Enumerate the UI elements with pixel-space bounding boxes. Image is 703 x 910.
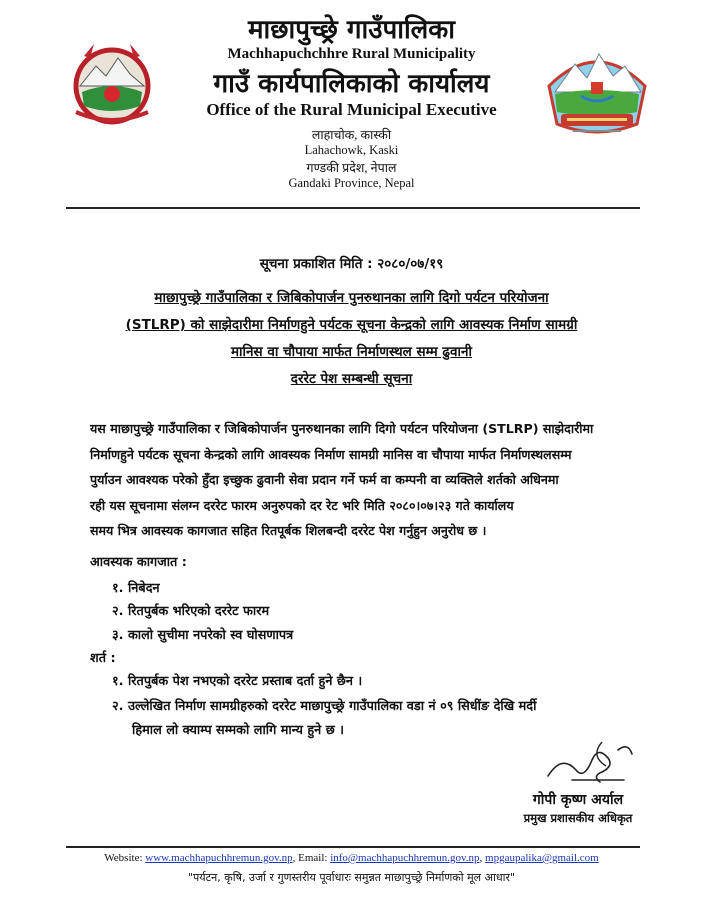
notice-date: सूचना प्रकाशित मिति : २०८०/०७/१९ (259, 256, 444, 272)
body-line: रही यस सूचनामा संलग्न दररेट फारम अनुरुपको दर रेट भरि मिति २०८०।०७।२३ गते कार्यालय (90, 497, 514, 513)
address-line: Gandaki Province, Nepal (288, 176, 415, 190)
condition-item-continuation: हिमाल लो क्याम्प सम्मको लागि मान्य हुने छ । (132, 723, 344, 738)
email-link[interactable]: info@machhapuchhremun.gov.np (330, 852, 480, 864)
website-label: Website: (104, 852, 143, 864)
signatory-title: प्रमुख प्रशासकीय अधिकृत (523, 811, 633, 825)
letterhead (0, 0, 703, 200)
condition-item: २. उल्लेखित निर्माण सामग्रीहरुको दररेट माछापुच्छ्रे गाउँपालिका वडा नं ०९ सिधींङ देखि मर्दी (112, 699, 537, 714)
document-item: ३. कालो सुचीमा नपरेको स्व घोसणापत्र (112, 628, 294, 643)
website-link[interactable]: www.machhapuchhremun.gov.np (145, 852, 293, 864)
signature-icon (532, 736, 642, 790)
conditions-heading: शर्त : (90, 651, 116, 666)
documents-heading: आवस्यक कागजात : (90, 555, 187, 570)
address-line: Lahachowk, Kaski (304, 143, 399, 157)
office-name-en: Office of the Rural Municipal Executive (206, 100, 497, 119)
subject-line: दररेट पेश सम्बन्धी सूचना (290, 371, 413, 387)
signatory-name: गोपी कृष्ण अर्याल (532, 792, 624, 808)
document-item: १. निबेदन (112, 581, 160, 596)
body-line: पुर्याउन आवश्यक परेको हुँदा इच्छुक ढुवानी सेवा प्रदान गर्ने फर्म वा कम्पनी वा व्यक्तिले शर्तको अधिनमा (90, 472, 559, 488)
condition-item: १. रितपुर्बक पेश नभएको दररेट प्रस्ताब दर्ता हुने छैन । (112, 674, 363, 689)
footer-divider (66, 846, 640, 848)
subject-line: माछापुच्छ्रे गाउँपालिका र जिबिकोपार्जन पुनरुथानका लागि दिगो पर्यटन परियोजना (154, 290, 549, 306)
footer-motto: "पर्यटन, कृषि, उर्जा र गुणस्तरीय पूर्वाधारः समुन्नत माछापुच्छ्रे निर्माणको मूल आधार" (187, 871, 516, 884)
body-line: समय भित्र आवस्यक कागजात सहित रितपूर्बक शिलबन्दी दररेट पेश गर्नुहुन अनुरोध छ । (90, 523, 487, 539)
body-line: यस माछापुच्छ्रे गाउँपालिका र जिबिकोपार्जन पुनरुथानका लागि दिगो पर्यटन परियोजना (STLRP) साझेदारीमा (90, 421, 594, 436)
document-item: २. रितपुर्बक भरिएको दररेट फारम (112, 604, 270, 619)
office-name-np: गाउँ कार्यपालिकाको कार्यालय (213, 69, 490, 99)
email-link-secondary[interactable]: mpgaupalika@gmail.com (485, 852, 599, 864)
address-line: लाहाचोक, कास्की (311, 128, 392, 142)
body-line: निर्माणहुने पर्यटक सूचना केन्द्रको लागि आवस्यक निर्माण सामग्री मानिस वा चौपाया मार्फत निर्माणस्थलसम्म (90, 446, 572, 462)
notice-body (90, 416, 650, 544)
header-divider (66, 207, 640, 209)
subject-line: मानिस वा चौपाया मार्फत निर्माणस्थल सम्म ढुवानी (230, 344, 473, 360)
municipality-logo-icon (541, 42, 653, 140)
address-line: गण्डकी प्रदेश, नेपाल (306, 161, 397, 175)
footer-contact: Website: www.machhapuchhremun.gov.np, Email: info@machhapuchhremun.gov.np, mpgaupalika@gmail.com (104, 852, 599, 864)
notice-subject (0, 288, 703, 396)
municipality-name-en: Machhapuchchhre Rural Municipality (227, 46, 476, 62)
subject-line: (STLRP) को साझेदारीमा निर्माणहुने पर्यटक सूचना केन्द्रको लागि आवस्यक निर्माण सामग्री (125, 317, 578, 333)
email-label: Email: (298, 852, 328, 864)
municipality-name-np: माछापुच्छ्रे गाउँपालिका (247, 15, 456, 45)
